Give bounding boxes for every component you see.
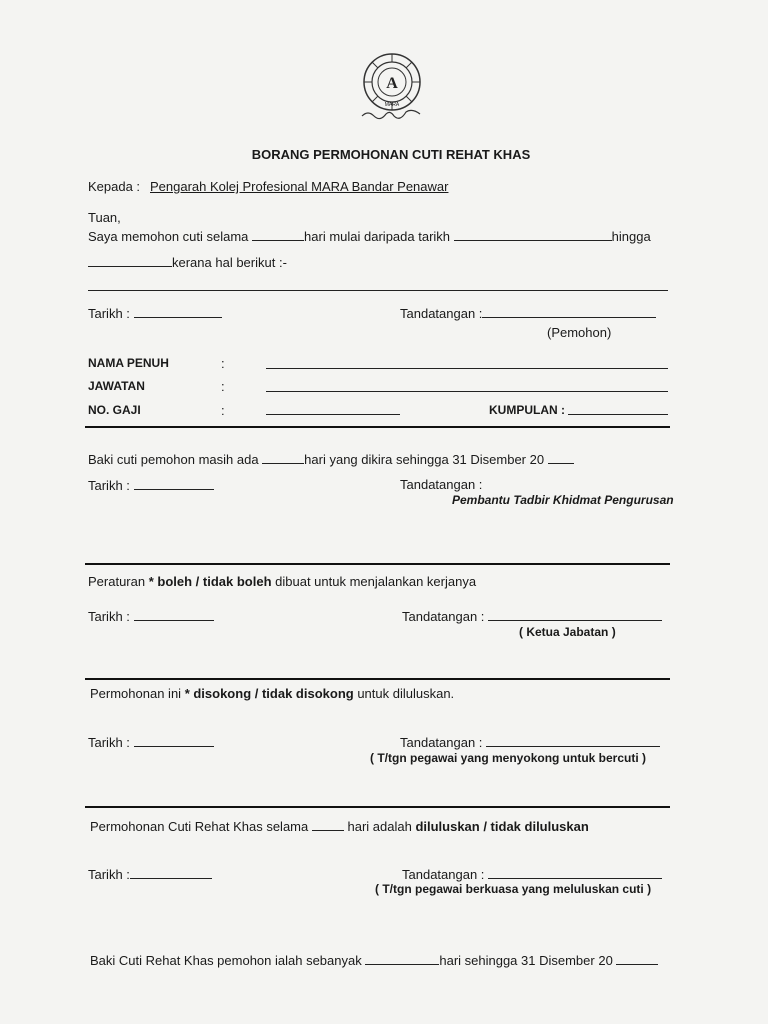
final-line <box>90 952 658 968</box>
request-line-2 <box>88 254 287 270</box>
request-text-2: hari mulai daripada tarikh <box>304 229 451 244</box>
applicant-role: (Pemohon) <box>547 325 612 340</box>
section-divider-1 <box>85 426 670 428</box>
balance-role: Pembantu Tadbir Khidmat Pengurusan <box>452 493 674 507</box>
mara-emblem <box>352 52 432 124</box>
section-divider-2 <box>85 563 670 565</box>
support-text-3: untuk diluluskan. <box>357 686 455 701</box>
support-choice: * disokong / tidak disokong <box>184 686 354 701</box>
support-date-label: Tarikh : <box>88 735 130 750</box>
support-signature-field[interactable] <box>486 734 660 747</box>
nama-field[interactable] <box>266 368 668 369</box>
nogaji-label: NO. GAJI <box>88 403 141 417</box>
balance-text-1: Baki cuti pemohon masih ada <box>88 452 259 467</box>
applicant-signature-label: Tandatangan : <box>400 306 483 321</box>
balance-line <box>88 451 574 467</box>
balance-year-field[interactable] <box>548 451 574 464</box>
approval-date-label: Tarikh : <box>88 867 130 882</box>
duration-field[interactable] <box>252 228 304 241</box>
approval-date-field[interactable] <box>130 866 212 879</box>
balance-text-2: hari yang dikira sehingga 31 Disember 20 <box>304 452 545 467</box>
kumpulan-field[interactable] <box>568 414 668 415</box>
jawatan-field[interactable] <box>266 391 668 392</box>
approval-signature-row <box>402 866 662 882</box>
applicant-signature-row <box>400 305 656 321</box>
rules-date-row <box>88 608 214 624</box>
nogaji-colon: : <box>221 403 225 418</box>
request-line <box>88 228 651 244</box>
approval-days-field[interactable] <box>312 818 344 831</box>
support-date-row <box>88 734 214 750</box>
rules-text-1: Peraturan <box>88 574 146 589</box>
approval-text-2: hari adalah <box>347 819 412 834</box>
support-date-field[interactable] <box>134 734 214 747</box>
nama-colon: : <box>221 356 225 371</box>
balance-days-field[interactable] <box>262 451 304 464</box>
section-divider-3 <box>85 678 670 680</box>
reason-line[interactable] <box>88 290 668 291</box>
support-signature-label: Tandatangan : <box>400 735 483 750</box>
final-year-field[interactable] <box>616 952 658 965</box>
approval-signature-label: Tandatangan : <box>402 867 485 882</box>
rules-line <box>88 574 476 589</box>
applicant-date-row <box>88 305 222 321</box>
balance-signature-label: Tandatangan : <box>400 477 483 492</box>
support-signature-row <box>400 734 660 750</box>
rules-choice: * boleh / tidak boleh <box>148 574 272 589</box>
approval-text-1: Permohonan Cuti Rehat Khas selama <box>90 819 309 834</box>
approval-choice: diluluskan / tidak diluluskan <box>415 819 589 834</box>
final-text-2: hari sehingga 31 Disember 20 <box>439 953 613 968</box>
section-divider-4 <box>85 806 670 808</box>
logo-bottom-text: MARA <box>384 102 400 108</box>
rules-signature-label: Tandatangan : <box>402 609 485 624</box>
kepada-label: Kepada : <box>88 179 141 194</box>
balance-date-row <box>88 477 214 493</box>
rules-signature-row <box>402 608 662 624</box>
jawatan-label: JAWATAN <box>88 379 145 393</box>
kepada-value: Pengarah Kolej Profesional MARA Bandar Penawar <box>150 179 449 194</box>
balance-date-label: Tarikh : <box>88 478 130 493</box>
final-text-1: Baki Cuti Rehat Khas pemohon ialah sebanyak <box>90 953 362 968</box>
rules-text-3: dibuat untuk menjalankan kerjanya <box>275 574 477 589</box>
mara-logo <box>352 52 432 124</box>
request-text-4: kerana hal berikut :- <box>172 255 287 270</box>
support-line <box>90 686 454 701</box>
request-text-1: Saya memohon cuti selama <box>88 229 249 244</box>
approval-role: ( T/tgn pegawai berkuasa yang meluluskan cuti ) <box>375 882 652 896</box>
nogaji-field[interactable] <box>266 414 400 415</box>
balance-date-field[interactable] <box>134 477 214 490</box>
request-text-3: hingga <box>611 229 651 244</box>
rules-role: ( Ketua Jabatan ) <box>519 625 616 639</box>
end-date-field[interactable] <box>88 254 172 267</box>
start-date-field[interactable] <box>454 228 612 241</box>
approval-date-row <box>88 866 212 882</box>
applicant-signature-field[interactable] <box>482 305 656 318</box>
applicant-date-label: Tarikh : <box>88 306 130 321</box>
form-title: BORANG PERMOHONAN CUTI REHAT KHAS <box>251 147 531 162</box>
approval-line <box>90 818 589 834</box>
support-text-1: Permohonan ini <box>90 686 182 701</box>
applicant-date-field[interactable] <box>134 305 222 318</box>
rules-date-field[interactable] <box>134 608 214 621</box>
approval-signature-field[interactable] <box>488 866 662 879</box>
rules-date-label: Tarikh : <box>88 609 130 624</box>
final-days-field[interactable] <box>365 952 439 965</box>
kumpulan-label: KUMPULAN : <box>489 403 565 417</box>
rules-signature-field[interactable] <box>488 608 662 621</box>
support-role: ( T/tgn pegawai yang menyokong untuk bercuti ) <box>370 751 647 765</box>
jawatan-colon: : <box>221 379 225 394</box>
logo-letter: A <box>386 75 398 92</box>
salutation: Tuan, <box>88 210 121 225</box>
nama-label: NAMA PENUH <box>88 356 169 370</box>
